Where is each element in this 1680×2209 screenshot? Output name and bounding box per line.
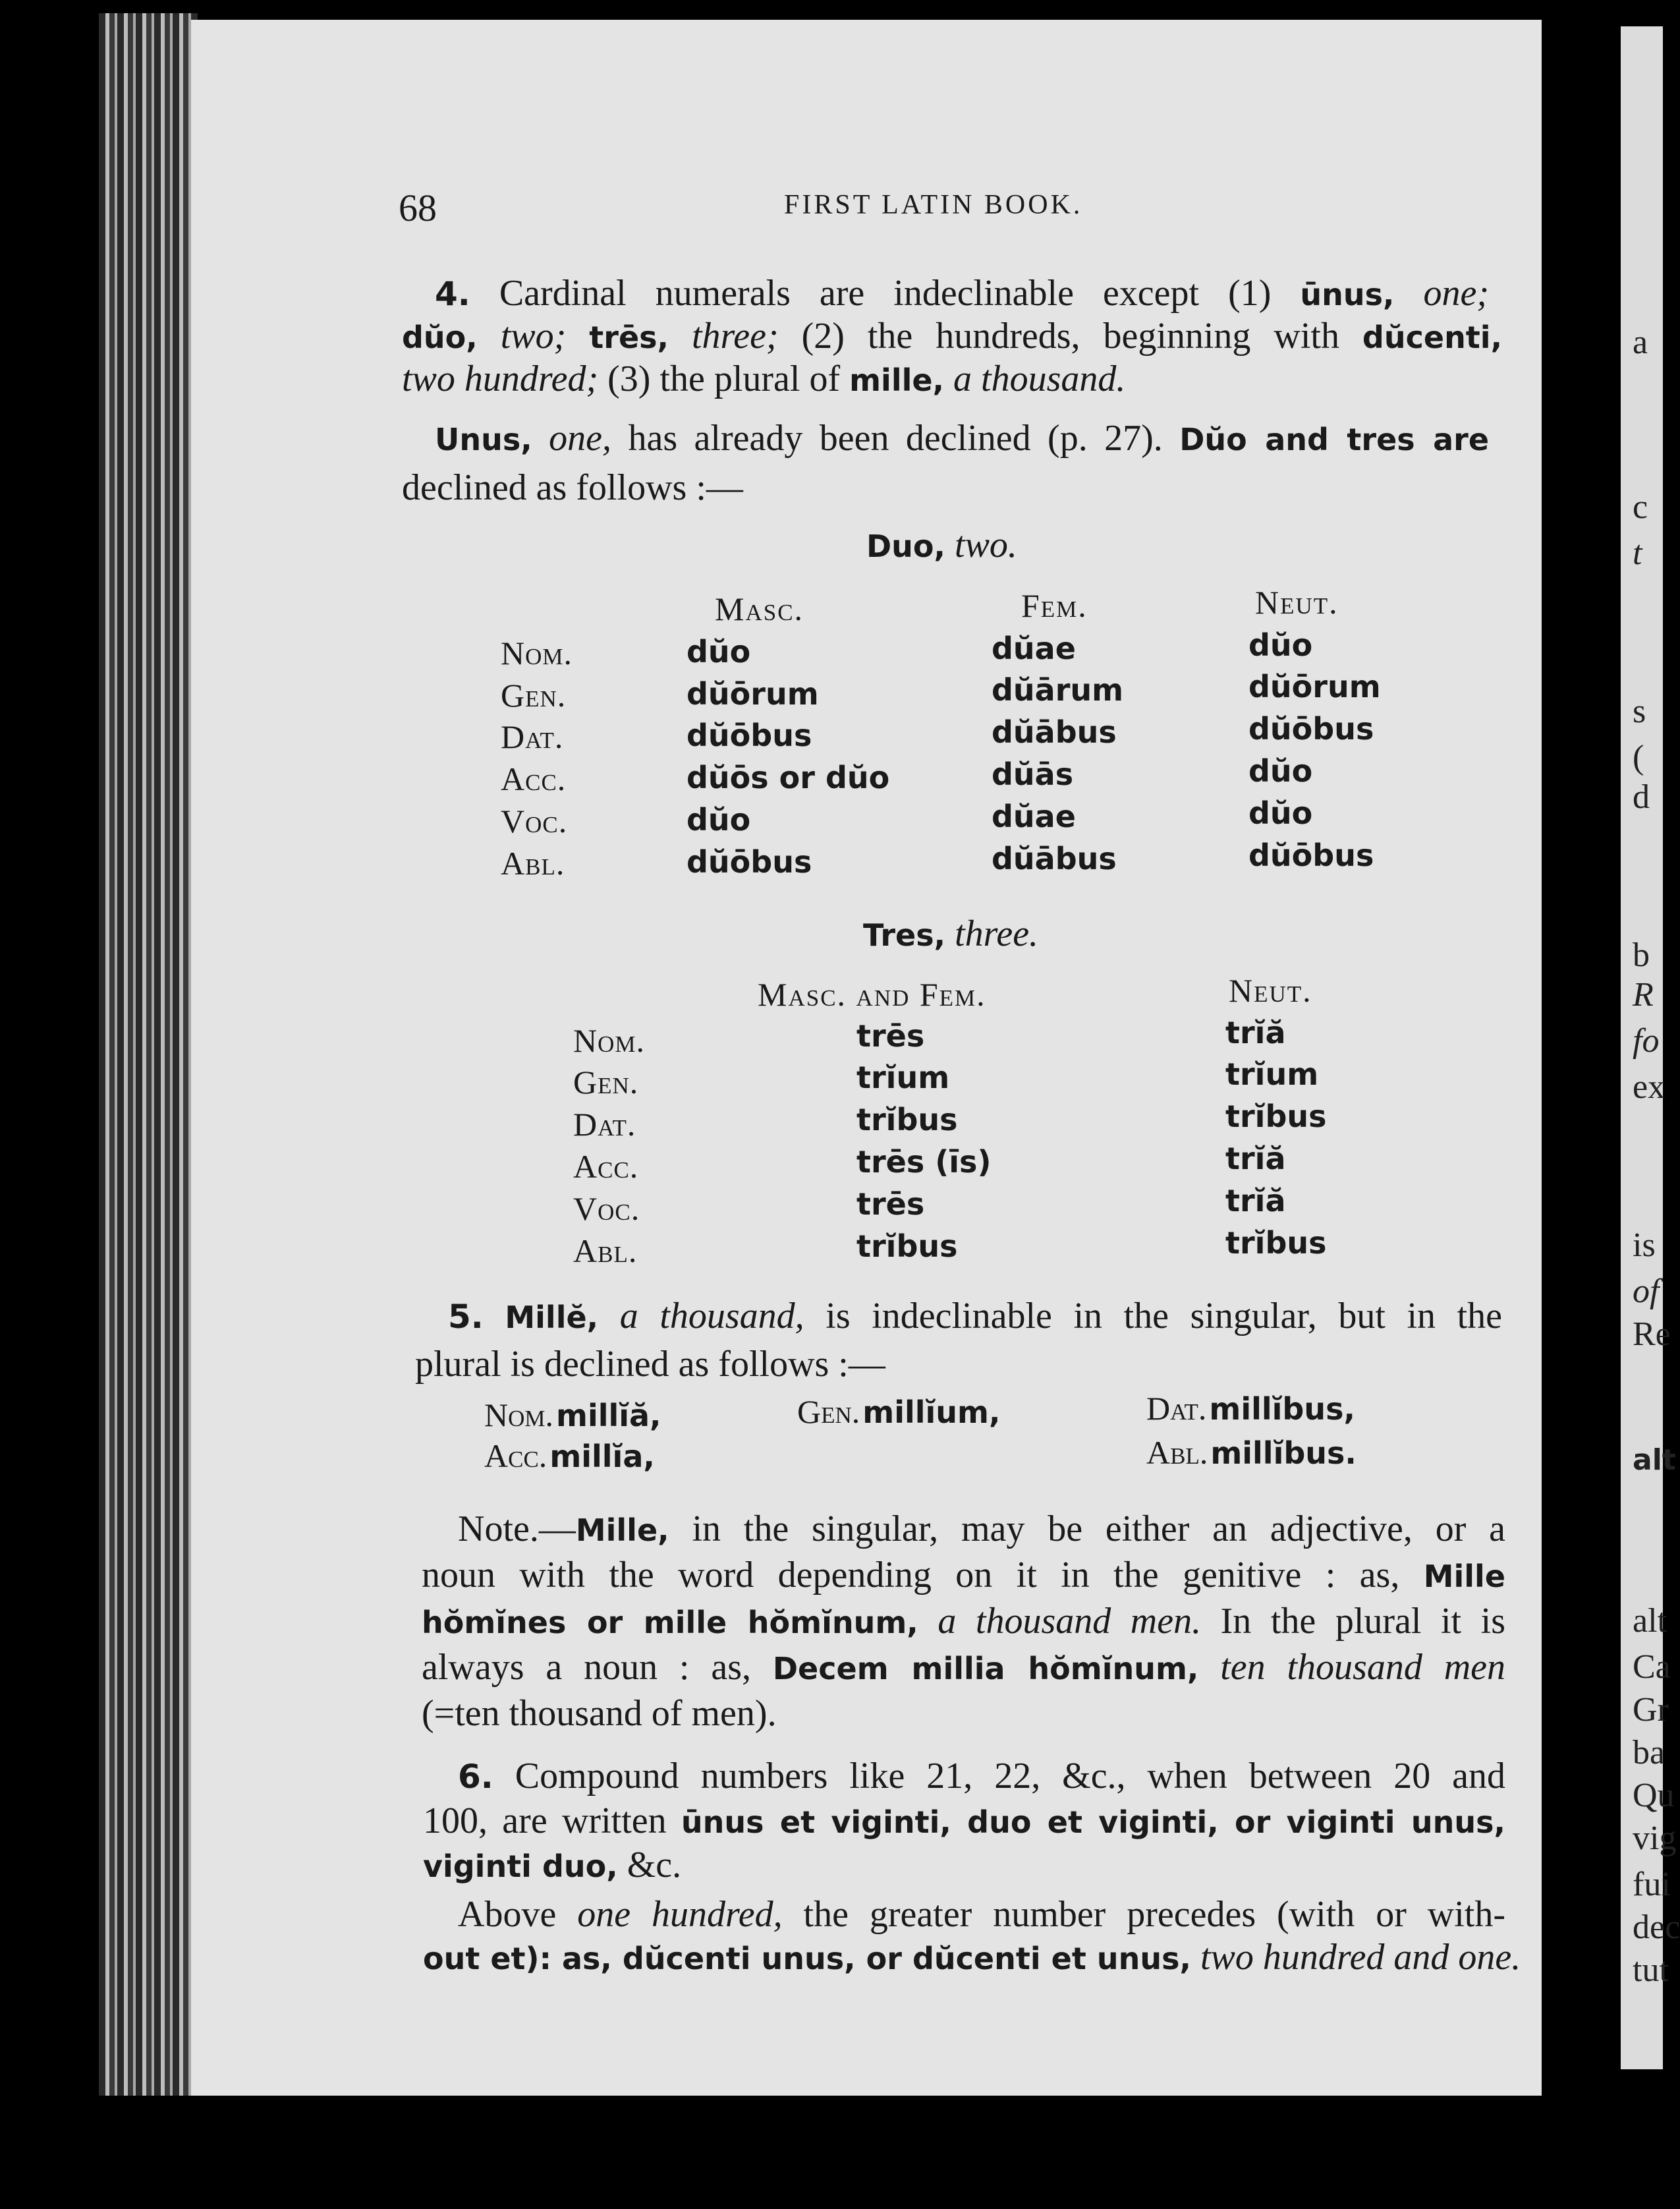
- gloss: two hundred;: [402, 359, 599, 399]
- text: noun with the word depending on it in the genitive : as,: [422, 1555, 1400, 1595]
- adjacent-fragment: of: [1633, 1273, 1660, 1310]
- text: the greater number precedes (with: [803, 1894, 1355, 1935]
- text: In the plural it is: [1220, 1601, 1506, 1642]
- case-label: Abl.: [573, 1232, 638, 1269]
- tres-neut-cell: trĭă: [1225, 1015, 1286, 1050]
- latin-word: Duo,: [866, 529, 946, 564]
- page-number: 68: [399, 186, 437, 229]
- duo-fem-cell: dŭās: [992, 757, 1074, 792]
- adjacent-fragment: fui: [1633, 1866, 1671, 1903]
- case-label: Abl.: [501, 845, 565, 882]
- case-label: Voc.: [501, 803, 568, 840]
- section5-line1: [448, 1293, 1502, 1340]
- case-label: Nom.: [573, 1022, 646, 1059]
- adjacent-fragment: Ca: [1633, 1648, 1671, 1686]
- note-line3: [422, 1598, 1505, 1646]
- adjacent-fragment: R: [1633, 976, 1654, 1014]
- duo-masc-cell: dŭōbus: [686, 718, 812, 753]
- mille-acc: [484, 1437, 655, 1475]
- gloss: two;: [500, 316, 567, 357]
- tres-mascfem-cell: trēs (īs): [856, 1144, 992, 1180]
- adjacent-page-edge: [1621, 26, 1680, 2069]
- text: has already been declined (p. 27).: [628, 418, 1163, 459]
- intro-line1: [435, 415, 1489, 463]
- duo-masc-cell: dŭōbus: [686, 844, 812, 880]
- latin-word: Mille,: [575, 1512, 669, 1548]
- section-number: 5.: [448, 1298, 484, 1336]
- gloss: one,: [549, 418, 612, 459]
- duo-neut-cell: dŭōbus: [1248, 838, 1374, 873]
- adjacent-fragment: fo: [1633, 1022, 1660, 1060]
- case-label: Gen.: [797, 1393, 860, 1430]
- text: is indeclinable in the singular, but in the: [826, 1296, 1503, 1336]
- case-label: Gen.: [573, 1064, 639, 1101]
- tres-mascfem-cell: trĭum: [856, 1060, 950, 1095]
- intro-line2: [402, 465, 1502, 511]
- adjacent-fragment: ba: [1633, 1734, 1666, 1771]
- latin-word: Mille: [1423, 1559, 1506, 1594]
- duo-table-title: [866, 524, 1017, 566]
- adjacent-fragment: c: [1633, 488, 1648, 526]
- latin-word: Decem millia hŏmĭnum,: [772, 1651, 1199, 1686]
- running-title: FIRST LATIN BOOK.: [784, 190, 1083, 220]
- gloss: one;: [1423, 273, 1490, 314]
- duo-neut-cell: dŭo: [1248, 627, 1313, 663]
- adjacent-fragment: Qu: [1633, 1777, 1675, 1814]
- note-line1: [458, 1506, 1505, 1553]
- duo-masc-cell: dŭo: [686, 634, 751, 670]
- mille-dat: [1146, 1389, 1355, 1427]
- text: always a noun : as,: [422, 1647, 751, 1688]
- text: Compound numbers like 21, 22, &c., when between 20 and: [515, 1756, 1506, 1796]
- duo-fem-cell: dŭae: [992, 631, 1076, 666]
- col-header-fem: Fem.: [1021, 587, 1088, 624]
- case-label: Abl.: [1146, 1434, 1208, 1471]
- mille-gen: [797, 1392, 1000, 1431]
- tres-mascfem-cell: trĭbus: [856, 1102, 958, 1137]
- case-label: Dat.: [501, 718, 564, 755]
- latin-word: Tres,: [863, 917, 946, 953]
- text: in the singular, may be either an adjective, or a: [692, 1508, 1505, 1549]
- section6-para2-line2: [423, 1934, 1521, 1982]
- col-header-neut: Neut.: [1255, 584, 1339, 621]
- mille-abl: [1146, 1433, 1357, 1472]
- case-label: Voc.: [573, 1190, 640, 1227]
- tres-mascfem-cell: trēs: [856, 1186, 925, 1222]
- section4-line1: [435, 270, 1489, 318]
- adjacent-fragment: is: [1633, 1226, 1656, 1264]
- col-header-masc-fem: Masc. and Fem.: [758, 976, 986, 1013]
- col-header-masc: Masc.: [715, 590, 804, 627]
- gloss: three.: [955, 913, 1039, 954]
- latin-word: ūnus et viginti, duo et viginti, or viginti unus,: [681, 1804, 1506, 1840]
- text: 100, are written: [423, 1800, 667, 1841]
- adjacent-fragment: a: [1633, 324, 1648, 361]
- section6-line3: [423, 1842, 1523, 1889]
- adjacent-fragment: alt: [1633, 1443, 1676, 1477]
- latin-word: dŭo,: [402, 320, 478, 355]
- text: &c.: [627, 1845, 682, 1885]
- gloss: two.: [955, 525, 1017, 565]
- case-label: Acc.: [573, 1148, 639, 1185]
- mille-nom: [484, 1396, 661, 1434]
- duo-neut-cell: dŭōbus: [1248, 711, 1374, 747]
- duo-masc-cell: dŭōs or dŭo: [686, 760, 890, 795]
- latin-word: viginti duo,: [423, 1849, 618, 1884]
- text: declined as follows :—: [402, 467, 743, 508]
- latin-word: mille,: [849, 362, 945, 398]
- case-label: Acc.: [501, 760, 567, 797]
- adjacent-fragment: s: [1633, 693, 1646, 730]
- adjacent-fragment: d: [1633, 778, 1650, 816]
- note-line4: [422, 1644, 1505, 1692]
- gloss: a thousand,: [619, 1296, 804, 1336]
- text: Above: [458, 1894, 557, 1935]
- tres-neut-cell: trĭbus: [1225, 1225, 1327, 1261]
- section4-line2: [402, 313, 1502, 360]
- book-page-edges: [99, 13, 198, 2096]
- gloss: one hundred,: [577, 1894, 783, 1935]
- tres-neut-cell: trĭbus: [1225, 1099, 1327, 1134]
- duo-neut-cell: dŭo: [1248, 795, 1313, 831]
- case-label: Gen.: [501, 677, 567, 714]
- latin-word: millĭbus,: [1209, 1391, 1355, 1427]
- adjacent-fragment: tut: [1633, 1951, 1669, 1989]
- section-number: 4.: [435, 275, 470, 313]
- gloss: a thousand men.: [938, 1601, 1202, 1642]
- tres-neut-cell: trĭă: [1225, 1183, 1286, 1219]
- latin-word: hŏmĭnes or mille hŏmĭnum,: [422, 1605, 918, 1640]
- adjacent-fragment: t: [1633, 534, 1642, 572]
- duo-fem-cell: dŭābus: [992, 714, 1117, 750]
- duo-fem-cell: dŭae: [992, 799, 1076, 834]
- section5-line2: [415, 1341, 1515, 1387]
- latin-word: trēs,: [589, 320, 669, 355]
- case-label: Nom.: [501, 635, 573, 672]
- adjacent-fragment: (: [1633, 739, 1644, 776]
- adjacent-fragment: Re: [1633, 1315, 1671, 1353]
- duo-neut-cell: dŭōrum: [1248, 669, 1381, 704]
- adjacent-fragment: vig: [1633, 1820, 1677, 1857]
- note-line2: [422, 1552, 1505, 1599]
- gloss: ten thousand men: [1220, 1647, 1506, 1688]
- section4-line3: [402, 356, 1502, 403]
- latin-word: millĭă,: [556, 1398, 661, 1433]
- text: (2) the hundreds, beginning with: [801, 316, 1339, 357]
- latin-word: millĭa,: [549, 1439, 655, 1474]
- duo-fem-cell: dŭābus: [992, 841, 1117, 876]
- adjacent-fragment: b: [1633, 936, 1650, 974]
- gloss: three;: [691, 316, 779, 357]
- text: or with-: [1376, 1894, 1505, 1935]
- gloss: two hundred and one.: [1200, 1937, 1521, 1978]
- text: (=ten thousand of men).: [422, 1693, 777, 1734]
- col-header-neut: Neut.: [1229, 972, 1312, 1009]
- case-label: Dat.: [573, 1106, 636, 1143]
- adjacent-fragment: ex: [1633, 1068, 1666, 1106]
- section6-line1: [458, 1753, 1505, 1800]
- section6-line2: [423, 1798, 1505, 1845]
- section6-para2-line1: [458, 1891, 1505, 1937]
- latin-word: Dŭo and tres are: [1179, 422, 1490, 457]
- duo-neut-cell: dŭo: [1248, 753, 1313, 789]
- adjacent-fragment: alt: [1633, 1602, 1667, 1640]
- gloss: a thousand.: [953, 359, 1126, 399]
- latin-word: millĭbus.: [1210, 1435, 1357, 1471]
- text: Cardinal numerals are indeclinable except (1): [499, 273, 1272, 314]
- case-label: Dat.: [1146, 1390, 1207, 1427]
- adjacent-fragment: Gr: [1633, 1691, 1669, 1729]
- latin-word: out et): as, dŭcenti unus, or dŭcenti et unus,: [423, 1941, 1191, 1976]
- latin-word: Millĕ,: [505, 1300, 599, 1335]
- case-label: Acc.: [484, 1437, 547, 1474]
- adjacent-fragment: dec: [1633, 1908, 1680, 1946]
- duo-fem-cell: dŭārum: [992, 672, 1124, 708]
- latin-word: ūnus,: [1300, 277, 1395, 312]
- note-label: Note.—: [458, 1508, 576, 1549]
- text: (3) the plural of: [607, 359, 841, 399]
- latin-word: dŭcenti,: [1362, 320, 1503, 355]
- tres-neut-cell: trĭă: [1225, 1141, 1286, 1176]
- section-number: 6.: [458, 1758, 493, 1796]
- duo-masc-cell: dŭōrum: [686, 676, 819, 712]
- text: plural is declined as follows :—: [415, 1344, 885, 1385]
- latin-word: Unus,: [435, 422, 532, 457]
- tres-mascfem-cell: trĭbus: [856, 1228, 958, 1264]
- tres-mascfem-cell: trēs: [856, 1018, 925, 1054]
- tres-neut-cell: trĭum: [1225, 1056, 1319, 1092]
- latin-word: millĭum,: [862, 1394, 1001, 1430]
- duo-masc-cell: dŭo: [686, 802, 751, 838]
- tres-table-title: [863, 913, 1038, 955]
- note-line5: [422, 1690, 1522, 1736]
- case-label: Nom.: [484, 1396, 554, 1433]
